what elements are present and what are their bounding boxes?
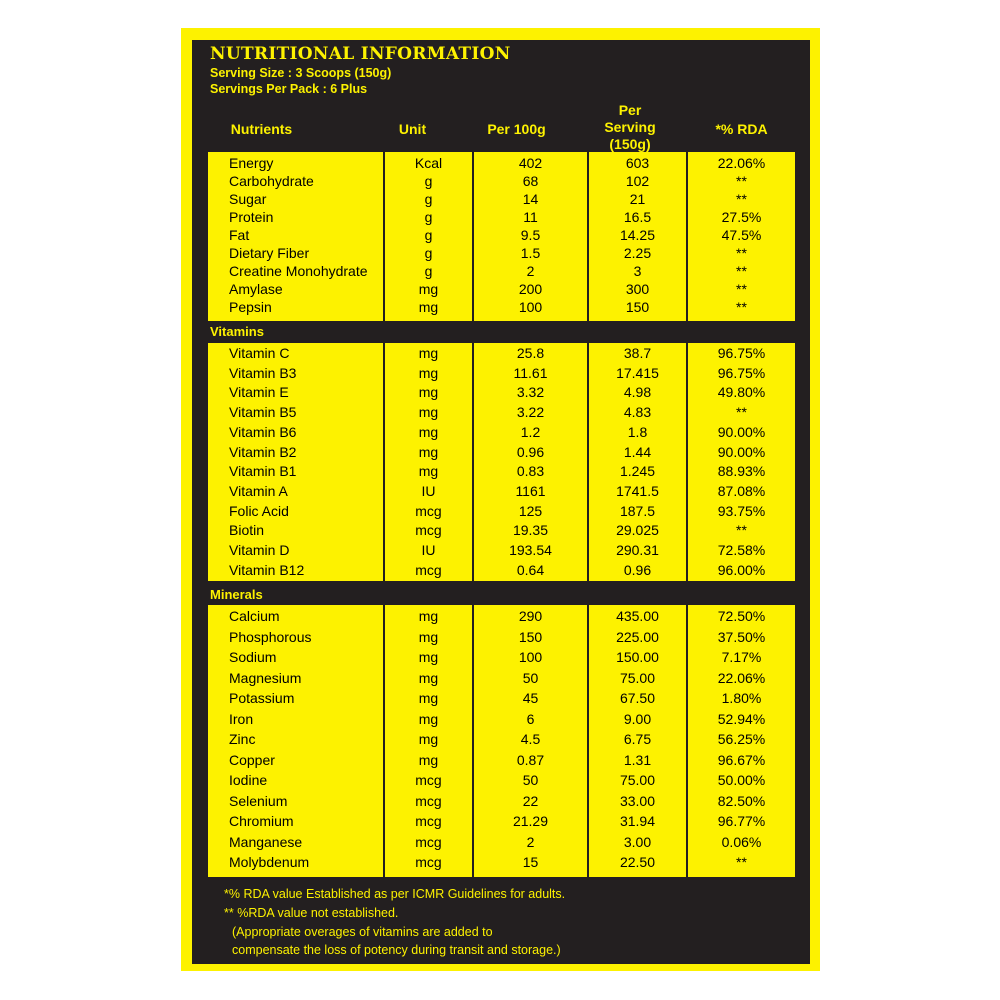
cell-name: Vitamin B1 (229, 463, 297, 480)
cell-name: Calcium (229, 608, 280, 624)
cell-per100: 0.96 (516, 443, 545, 460)
cell-per100: 100 (518, 299, 543, 315)
cell-unit: g (424, 227, 433, 243)
cell-rda: 72.50% (717, 608, 766, 624)
cell-unit: g (424, 173, 433, 189)
cell-serving: 225.00 (616, 628, 659, 645)
cell-per100: 14 (522, 191, 539, 207)
cell-name: Magnesium (229, 669, 302, 686)
footnote-overages-1: (Appropriate overages of vitamins are added to (232, 925, 493, 939)
cell-per100: 1.2 (520, 423, 541, 440)
cell-serving: 1.8 (627, 423, 648, 440)
footnote-overages-2: compensate the loss of potency during transit and storage.) (232, 943, 561, 957)
cell-unit: mg (418, 384, 439, 401)
cell-unit: mg (418, 628, 439, 645)
cell-rda: 88.93% (717, 463, 766, 480)
cell-rda: 52.94% (717, 710, 766, 727)
cell-unit: mcg (415, 502, 442, 519)
cell-serving: 22.50 (619, 854, 656, 870)
cell-serving: 75.00 (619, 772, 656, 788)
cell-rda: 27.5% (721, 209, 762, 225)
cell-serving: 21 (629, 191, 646, 207)
cell-name: Amylase (229, 281, 283, 297)
cell-unit: IU (421, 482, 436, 499)
cell-per100: 50 (522, 669, 539, 686)
cell-name: Vitamin C (229, 345, 290, 361)
cell-name: Phosphorous (229, 628, 312, 645)
cell-rda: ** (736, 281, 747, 297)
cell-name: Carbohydrate (229, 173, 314, 189)
cell-per100: 19.35 (512, 522, 549, 539)
cell-serving: 0.96 (623, 561, 652, 578)
cell-serving: 435.00 (616, 608, 659, 624)
cell-per100: 2 (526, 263, 535, 279)
cell-name: Vitamin B6 (229, 423, 297, 440)
footnote-rda: *% RDA value Established as per ICMR Guidelines for adults. (224, 887, 566, 901)
cell-unit: IU (421, 542, 436, 558)
cell-per100: 0.87 (516, 751, 545, 768)
col-rda: *% RDA (715, 121, 768, 137)
cell-unit: mcg (415, 813, 442, 829)
cell-serving: 150.00 (616, 649, 659, 665)
cell-name: Vitamin A (229, 482, 288, 499)
cell-per100: 1.5 (520, 245, 541, 261)
cell-unit: mg (418, 649, 439, 665)
cell-per100: 402 (518, 155, 543, 171)
cell-rda: 1.80% (721, 690, 762, 706)
cell-per100: 290 (518, 608, 543, 624)
cell-serving: 187.5 (619, 502, 656, 519)
col-per-serving-line1: Per (618, 102, 642, 118)
cell-serving: 4.98 (623, 384, 652, 401)
col-per-serving-line2: Serving (604, 119, 656, 135)
cell-serving: 38.7 (623, 345, 652, 361)
cell-serving: 290.31 (616, 542, 659, 558)
cell-rda: 96.00% (717, 561, 766, 578)
cell-serving: 16.5 (623, 209, 652, 225)
cell-name: Sugar (229, 191, 267, 207)
cell-rda: 96.77% (717, 813, 766, 829)
cell-unit: mg (418, 463, 439, 480)
cell-per100: 125 (518, 502, 543, 519)
cell-name: Vitamin E (229, 384, 289, 401)
cell-name: Vitamin D (229, 542, 290, 558)
section-title-minerals: Minerals (210, 587, 263, 602)
cell-serving: 2.25 (623, 245, 652, 261)
cell-serving: 300 (625, 281, 650, 297)
cell-name: Vitamin B5 (229, 404, 297, 421)
cell-serving: 14.25 (619, 227, 656, 243)
cell-unit: mcg (415, 561, 442, 578)
cell-rda: 22.06% (717, 155, 766, 171)
cell-per100: 11.61 (513, 364, 548, 381)
cell-rda: 7.17% (721, 649, 762, 665)
cell-per100: 50 (522, 772, 539, 788)
cell-name: Molybdenum (229, 854, 310, 870)
cell-rda: 82.50% (717, 792, 766, 809)
cell-serving: 1.31 (623, 751, 652, 768)
cell-serving: 67.50 (619, 690, 656, 706)
cell-unit: mg (418, 423, 439, 440)
cell-rda: ** (736, 299, 747, 315)
cell-unit: mg (418, 299, 439, 315)
cell-name: Creatine Monohydrate (229, 263, 368, 279)
cell-per100: 11 (523, 209, 538, 225)
cell-rda: 72.58% (717, 542, 766, 558)
cell-rda: 87.08% (717, 482, 766, 499)
cell-unit: mcg (415, 833, 442, 850)
cell-name: Iron (229, 710, 254, 727)
cell-name: Vitamin B2 (229, 443, 297, 460)
cell-unit: mg (418, 404, 439, 421)
cell-unit: mcg (415, 792, 442, 809)
cell-name: Vitamin B12 (229, 561, 305, 578)
cell-unit: mcg (415, 522, 442, 539)
cell-name: Potassium (229, 690, 295, 706)
cell-per100: 200 (518, 281, 543, 297)
col-per100: Per 100g (487, 121, 546, 137)
cell-rda: 90.00% (717, 443, 766, 460)
cell-rda: 90.00% (717, 423, 766, 440)
cell-serving: 17.415 (616, 364, 659, 381)
cell-rda: ** (736, 404, 747, 421)
cell-serving: 9.00 (623, 710, 652, 727)
cell-per100: 0.83 (516, 463, 545, 480)
cell-per100: 193.54 (509, 542, 552, 558)
cell-name: Biotin (229, 522, 265, 539)
cell-serving: 4.83 (623, 404, 652, 421)
cell-unit: mg (418, 751, 439, 768)
footnote-not-established: ** %RDA value not established. (224, 906, 399, 920)
cell-unit: mg (418, 281, 439, 297)
cell-per100: 3.32 (516, 384, 545, 401)
cell-rda: ** (736, 191, 747, 207)
cell-name: Protein (229, 209, 274, 225)
cell-rda: 93.75% (717, 502, 766, 519)
cell-serving: 33.00 (619, 792, 656, 809)
cell-unit: mg (418, 690, 439, 706)
cell-per100: 100 (518, 649, 543, 665)
cell-name: Copper (229, 751, 275, 768)
cell-unit: g (424, 263, 433, 279)
col-unit: Unit (398, 121, 427, 137)
cell-name: Manganese (229, 833, 303, 850)
cell-serving: 1.245 (619, 463, 656, 480)
cell-name: Chromium (229, 813, 294, 829)
cell-name: Iodine (229, 772, 268, 788)
cell-per100: 21.29 (512, 813, 549, 829)
cell-serving: 1.44 (623, 443, 652, 460)
cell-name: Vitamin B3 (229, 364, 297, 381)
cell-serving: 29.025 (616, 522, 659, 539)
cell-serving: 31.94 (619, 813, 656, 829)
cell-serving: 3 (633, 263, 642, 279)
cell-rda: ** (736, 173, 747, 189)
cell-serving: 6.75 (623, 731, 652, 747)
cell-serving: 75.00 (619, 669, 656, 686)
cell-serving: 102 (625, 173, 650, 189)
cell-per100: 150 (518, 628, 543, 645)
cell-rda: 96.67% (717, 751, 766, 768)
cell-unit: mg (418, 345, 439, 361)
cell-name: Selenium (229, 792, 288, 809)
cell-unit: mg (418, 608, 439, 624)
cell-per100: 6 (526, 710, 535, 727)
cell-unit: mcg (415, 772, 442, 788)
cell-rda: 56.25% (717, 731, 766, 747)
cell-name: Pepsin (229, 299, 272, 315)
section-title-vitamins: Vitamins (210, 324, 264, 339)
cell-rda: ** (736, 263, 747, 279)
serving-size: Serving Size : 3 Scoops (150g) (210, 66, 392, 80)
cell-per100: 25.8 (516, 345, 545, 361)
cell-name: Dietary Fiber (229, 245, 310, 261)
cell-rda: ** (736, 245, 747, 261)
cell-per100: 9.5 (520, 227, 541, 243)
cell-per100: 45 (522, 690, 539, 706)
cell-rda: 50.00% (717, 772, 766, 788)
cell-rda: 0.06% (721, 833, 762, 850)
cell-unit: mg (418, 731, 439, 747)
cell-per100: 2 (526, 833, 535, 850)
cell-rda: 47.5% (721, 227, 762, 243)
cell-unit: mg (418, 443, 439, 460)
cell-rda: 37.50% (717, 628, 766, 645)
cell-rda: 96.75% (717, 364, 766, 381)
cell-per100: 15 (522, 854, 539, 870)
cell-rda: 22.06% (717, 669, 766, 686)
cell-rda: ** (736, 522, 747, 539)
cell-rda: 49.80% (717, 384, 766, 401)
col-per-serving-line3: (150g) (609, 136, 651, 152)
cell-name: Folic Acid (229, 502, 289, 519)
cell-serving: 150 (625, 299, 650, 315)
cell-per100: 4.5 (520, 731, 541, 747)
cell-rda: 96.75% (717, 345, 766, 361)
cell-rda: ** (736, 854, 747, 870)
col-nutrients: Nutrients (230, 121, 293, 137)
cell-unit: mg (418, 364, 439, 381)
cell-unit: mg (418, 669, 439, 686)
cell-unit: mcg (415, 854, 442, 870)
cell-unit: mg (418, 710, 439, 727)
cell-serving: 603 (625, 155, 650, 171)
cell-unit: g (424, 191, 433, 207)
cell-name: Energy (229, 155, 274, 171)
cell-per100: 22 (522, 792, 539, 809)
cell-name: Sodium (229, 649, 277, 665)
servings-per-pack: Servings Per Pack : 6 Plus (210, 82, 368, 96)
cell-unit: g (424, 245, 433, 261)
cell-per100: 0.64 (516, 561, 545, 578)
cell-per100: 3.22 (516, 404, 545, 421)
cell-per100: 68 (522, 173, 539, 189)
cell-unit: g (424, 209, 433, 225)
page-title: NUTRITIONAL INFORMATION (210, 44, 511, 64)
cell-serving: 1741.5 (616, 482, 659, 499)
cell-unit: Kcal (414, 155, 443, 171)
cell-name: Zinc (229, 731, 256, 747)
cell-serving: 3.00 (623, 833, 652, 850)
cell-name: Fat (229, 227, 250, 243)
cell-per100: 1161 (515, 482, 546, 499)
